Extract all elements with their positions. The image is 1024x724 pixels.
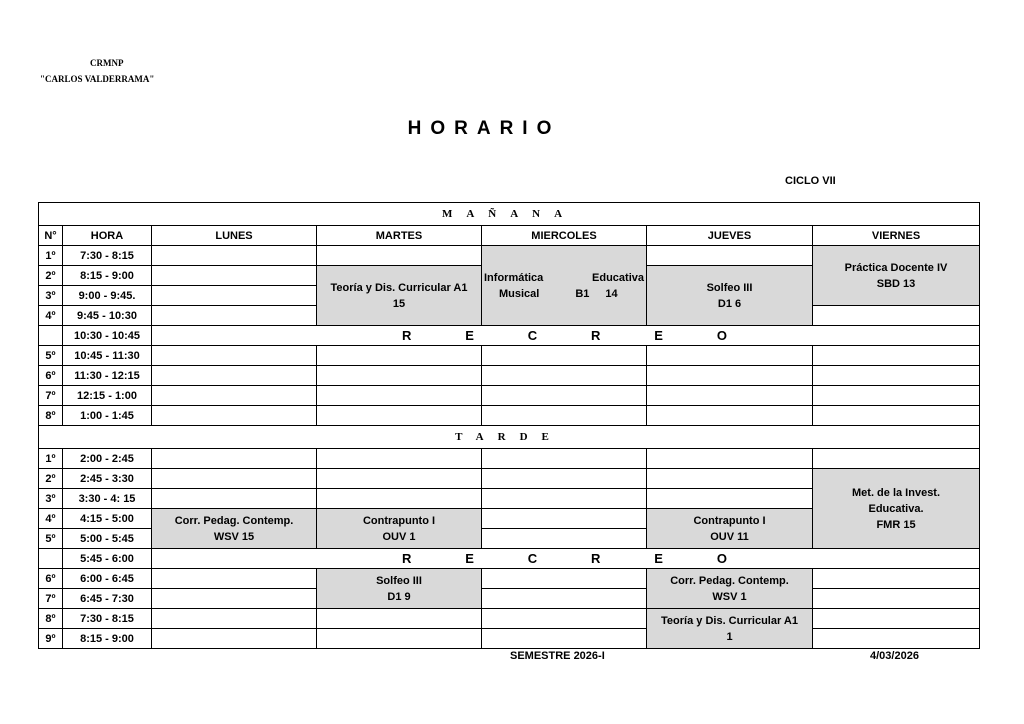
class-corr-lunes-line1: Corr. Pedag. Contemp. — [174, 514, 294, 527]
section-morning: MAÑANA — [39, 203, 980, 226]
cell-empty — [647, 449, 813, 469]
table-row — [39, 629, 980, 649]
section-afternoon: TARDE — [39, 426, 980, 449]
class-informatica-word1: Informática — [484, 271, 544, 284]
schedule-table — [38, 202, 980, 649]
cell-empty — [813, 609, 980, 629]
recreo-letter: O — [716, 327, 727, 343]
row-time: 2:45 - 3:30 — [63, 469, 152, 489]
row-time: 5:00 - 5:45 — [63, 529, 152, 549]
class-corr-jueves-line2: WSV 1 — [712, 590, 747, 603]
table-row — [39, 406, 980, 426]
cell-empty — [317, 469, 482, 489]
class-informatica-number: 14 — [605, 287, 618, 300]
table-row — [39, 366, 980, 386]
cell-empty — [482, 366, 647, 386]
org-subtitle: "CARLOS VALDERRAMA" — [40, 74, 155, 84]
row-time: 6:00 - 6:45 — [63, 569, 152, 589]
table-row — [39, 609, 980, 629]
class-informatica-room: B1 — [575, 287, 590, 300]
cell-empty — [813, 366, 980, 386]
row-time: 2:00 - 2:45 — [63, 449, 152, 469]
cell-empty — [152, 449, 317, 469]
recreo-banner — [152, 549, 980, 569]
cell-empty — [317, 406, 482, 426]
row-time: 10:45 - 11:30 — [63, 346, 152, 366]
cell-empty — [317, 489, 482, 509]
cell-empty — [482, 489, 647, 509]
col-header-jueves: JUEVES — [647, 226, 813, 246]
col-header-miercoles: MIERCOLES — [482, 226, 647, 246]
row-number: 1º — [39, 246, 63, 266]
cell-empty — [482, 569, 647, 589]
row-number: 8º — [39, 609, 63, 629]
row-time: 7:30 - 8:15 — [63, 246, 152, 266]
cell-empty — [317, 246, 482, 266]
class-teoria-martes-line1: Teoría y Dis. Curricular A1 — [330, 281, 468, 294]
table-row — [39, 246, 980, 266]
cell-empty — [482, 589, 647, 609]
cell-empty — [482, 609, 647, 629]
recreo-letter: R — [402, 327, 412, 343]
recreo-letter: C — [527, 550, 538, 566]
row-number — [39, 549, 63, 569]
cell-empty — [317, 609, 482, 629]
row-number: 4º — [39, 306, 63, 326]
cell-empty — [813, 306, 980, 326]
recreo-letter: R — [591, 327, 601, 343]
col-header-lunes: LUNES — [152, 226, 317, 246]
class-metodologia — [813, 469, 980, 549]
cell-empty — [482, 406, 647, 426]
table-row — [39, 589, 980, 609]
org-name: CRMNP — [90, 58, 124, 68]
cell-empty — [813, 569, 980, 589]
class-metodologia-line1: Met. de la Invest. — [852, 486, 941, 499]
row-time: 10:30 - 10:45 — [63, 326, 152, 346]
row-time: 8:15 - 9:00 — [63, 266, 152, 286]
cell-empty — [647, 469, 813, 489]
table-row — [39, 449, 980, 469]
class-contrapunto-jueves — [647, 509, 813, 549]
recreo-letter: E — [465, 327, 474, 343]
cell-empty — [813, 589, 980, 609]
class-contrapunto-martes — [317, 509, 482, 549]
recreo-row — [39, 549, 980, 569]
class-contrapunto-martes-line1: Contrapunto I — [362, 514, 436, 527]
row-time: 11:30 - 12:15 — [63, 366, 152, 386]
cell-empty — [482, 629, 647, 649]
class-solfeo-martes-line1: Solfeo III — [376, 574, 422, 587]
recreo-letter: R — [402, 550, 412, 566]
class-teoria-martes-line2: 15 — [392, 297, 406, 310]
cell-empty — [647, 246, 813, 266]
row-number: 5º — [39, 529, 63, 549]
cell-empty — [317, 386, 482, 406]
class-solfeo-martes-line2: D1 9 — [387, 590, 411, 603]
col-header-n: N° — [39, 226, 63, 246]
recreo-letter: E — [654, 550, 663, 566]
class-practica-line1: Práctica Docente IV — [844, 261, 948, 274]
row-time: 3:30 - 4: 15 — [63, 489, 152, 509]
cell-empty — [482, 469, 647, 489]
cell-empty — [152, 489, 317, 509]
row-number: 5º — [39, 346, 63, 366]
class-corr-lunes — [152, 509, 317, 549]
cell-empty — [152, 609, 317, 629]
row-number: 9º — [39, 629, 63, 649]
cell-empty — [152, 306, 317, 326]
cell-empty — [482, 346, 647, 366]
row-number: 8º — [39, 406, 63, 426]
class-informatica-word2: Educativa — [592, 271, 644, 284]
recreo-letter: E — [654, 327, 663, 343]
col-header-viernes: VIERNES — [813, 226, 980, 246]
class-metodologia-line2: Educativa. — [868, 502, 924, 515]
cell-empty — [152, 469, 317, 489]
row-number: 3º — [39, 489, 63, 509]
table-row — [39, 346, 980, 366]
recreo-letter: E — [465, 550, 474, 566]
class-informatica-word3: Musical — [499, 287, 540, 300]
class-contrapunto-jueves-line2: OUV 11 — [710, 530, 749, 543]
class-teoria-jueves-line2: 1 — [726, 630, 733, 643]
row-time: 9:00 - 9:45. — [63, 286, 152, 306]
class-practica-line2: SBD 13 — [876, 277, 916, 290]
cell-empty — [482, 386, 647, 406]
row-number: 6º — [39, 366, 63, 386]
recreo-banner — [152, 326, 980, 346]
cell-empty — [647, 489, 813, 509]
cell-empty — [813, 386, 980, 406]
row-time: 8:15 - 9:00 — [63, 629, 152, 649]
row-number: 1º — [39, 449, 63, 469]
class-practica-docente — [813, 246, 980, 306]
table-row — [39, 569, 980, 589]
cell-empty — [317, 366, 482, 386]
cell-empty — [813, 406, 980, 426]
row-time: 12:15 - 1:00 — [63, 386, 152, 406]
class-corr-jueves-line1: Corr. Pedag. Contemp. — [670, 574, 789, 587]
cell-empty — [317, 346, 482, 366]
row-number: 2º — [39, 469, 63, 489]
date-label: 4/03/2026 — [870, 650, 919, 662]
cell-empty — [813, 346, 980, 366]
class-solfeo-martes — [317, 569, 482, 609]
cell-empty — [813, 449, 980, 469]
row-time: 4:15 - 5:00 — [63, 509, 152, 529]
cell-empty — [152, 266, 317, 286]
cell-empty — [482, 449, 647, 469]
class-solfeo-jueves-line1: Solfeo III — [706, 281, 753, 294]
cell-empty — [813, 629, 980, 649]
cell-empty — [152, 569, 317, 589]
header-row — [39, 226, 980, 246]
cell-empty — [317, 449, 482, 469]
row-number: 2º — [39, 266, 63, 286]
row-number: 7º — [39, 386, 63, 406]
class-corr-jueves — [647, 569, 813, 609]
row-time: 7:30 - 8:15 — [63, 609, 152, 629]
cell-empty — [152, 246, 317, 266]
recreo-row — [39, 326, 980, 346]
row-number: 4º — [39, 509, 63, 529]
class-contrapunto-martes-line2: OUV 1 — [382, 530, 416, 543]
cell-empty — [152, 406, 317, 426]
recreo-letter: O — [716, 550, 727, 566]
cell-empty — [647, 386, 813, 406]
row-time: 5:45 - 6:00 — [63, 549, 152, 569]
row-number: 6º — [39, 569, 63, 589]
cell-empty — [647, 406, 813, 426]
row-number: 7º — [39, 589, 63, 609]
class-teoria-jueves-line1: Teoría y Dis. Curricular A1 — [661, 614, 798, 627]
cell-empty — [152, 386, 317, 406]
class-contrapunto-jueves-line1: Contrapunto I — [693, 514, 766, 527]
cell-empty — [317, 629, 482, 649]
ciclo-label: CICLO VII — [785, 175, 836, 187]
cell-empty — [152, 589, 317, 609]
cell-empty — [152, 366, 317, 386]
cell-empty — [152, 286, 317, 306]
recreo-letter: C — [527, 327, 538, 343]
semester-label: SEMESTRE 2026-I — [510, 650, 605, 662]
row-number — [39, 326, 63, 346]
col-header-hora: HORA — [63, 226, 152, 246]
class-informatica — [482, 246, 647, 326]
class-metodologia-line3: FMR 15 — [876, 518, 916, 531]
cell-empty — [482, 529, 647, 549]
table-row — [39, 469, 980, 489]
table-row — [39, 386, 980, 406]
cell-empty — [647, 366, 813, 386]
recreo-letter: R — [591, 550, 601, 566]
row-time: 1:00 - 1:45 — [63, 406, 152, 426]
row-time: 6:45 - 7:30 — [63, 589, 152, 609]
class-corr-lunes-line2: WSV 15 — [213, 530, 255, 543]
class-teoria-jueves — [647, 609, 813, 649]
cell-empty — [647, 346, 813, 366]
class-teoria-martes — [317, 266, 482, 326]
class-solfeo-jueves-line2: D1 6 — [717, 297, 742, 310]
row-number: 3º — [39, 286, 63, 306]
row-time: 9:45 - 10:30 — [63, 306, 152, 326]
cell-empty — [152, 346, 317, 366]
page-title: HORARIO — [407, 118, 561, 139]
cell-empty — [482, 509, 647, 529]
cell-empty — [152, 629, 317, 649]
class-solfeo-jueves — [647, 266, 813, 326]
col-header-martes: MARTES — [317, 226, 482, 246]
